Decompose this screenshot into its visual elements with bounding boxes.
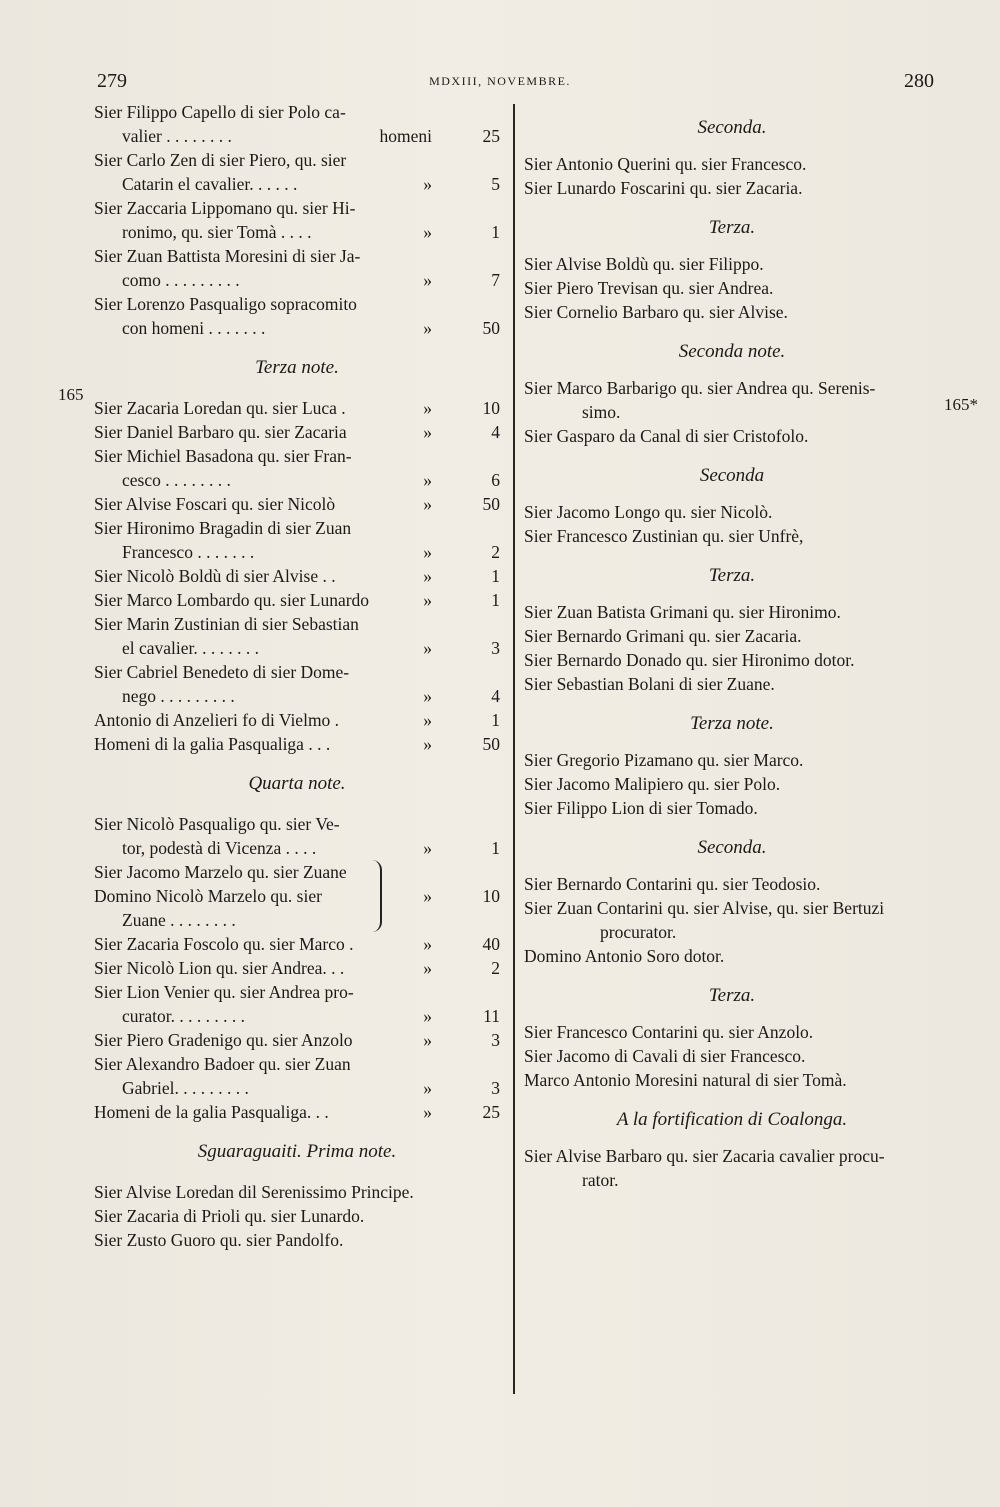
text-line: Sier Bernardo Contarini qu. sier Teodosio.	[524, 874, 821, 894]
section-heading: Terza.	[708, 565, 756, 586]
entry-value: 1	[491, 838, 500, 858]
entry-continuation: curator. . . . . . . . .	[122, 1006, 245, 1026]
left-page-number: 279	[97, 70, 127, 92]
entry-mark: »	[423, 542, 432, 562]
entries-group-c1	[80, 812, 500, 860]
entry-name: Sier Nicolò Lion qu. sier Andrea. . .	[94, 958, 345, 978]
entry-value: 50	[482, 494, 500, 514]
text-line: Sier Sebastian Bolani di sier Zuane.	[524, 674, 775, 694]
text-line: Sier Zuan Batista Grimani qu. sier Hironimo.	[524, 602, 841, 622]
text-line: Sier Gasparo da Canal di sier Cristofolo.	[524, 426, 809, 446]
text-line: Sier Jacomo di Cavali di sier Francesco.	[524, 1046, 806, 1066]
section-heading: A la fortification di Coalonga.	[616, 1109, 848, 1130]
entry-value: 2	[491, 958, 500, 978]
list-entry	[80, 932, 500, 956]
entry-name: Sier Zacaria Foscolo qu. sier Marco .	[94, 934, 354, 954]
right-section	[510, 564, 940, 696]
entry-value: 25	[482, 126, 500, 146]
right-page-number: 280	[904, 70, 934, 92]
list-entry	[80, 612, 500, 660]
entry-value: 10	[482, 398, 500, 418]
section-heading: Terza.	[708, 217, 756, 238]
list-entry	[80, 660, 500, 708]
entry-continuation: con homeni . . . . . . .	[122, 318, 266, 338]
list-entry	[80, 492, 500, 516]
entry-mark: »	[423, 958, 432, 978]
text-line: Sier Lunardo Foscarini qu. sier Zacaria.	[524, 178, 803, 198]
entry-mark: »	[423, 470, 432, 490]
entry-value: 11	[483, 1006, 500, 1026]
entry-mark: »	[423, 222, 432, 242]
text-line: rator.	[582, 1170, 619, 1190]
text-line: simo.	[582, 402, 621, 422]
entry-mark: »	[423, 638, 432, 658]
text-line: Sier Jacomo Longo qu. sier Nicolò.	[524, 502, 773, 522]
entry-continuation: cesco . . . . . . . .	[122, 470, 231, 490]
right-column	[510, 100, 940, 1192]
entry-mark: »	[423, 494, 432, 514]
section-heading: Terza.	[708, 985, 756, 1006]
text-line: Sier Gregorio Pizamano qu. sier Marco.	[524, 750, 804, 770]
text-line: Sier Bernardo Grimani qu. sier Zacaria.	[524, 626, 802, 646]
right-sections	[510, 116, 940, 1192]
section-heading: Terza note.	[690, 713, 774, 734]
list-entry	[80, 732, 500, 756]
entry-value: 3	[491, 1078, 500, 1098]
list-entry	[80, 420, 500, 444]
text-line: Sier Piero Trevisan qu. sier Andrea.	[524, 278, 774, 298]
brace-entry	[80, 860, 500, 932]
entry-name: Antonio di Anzelieri fo di Vielmo .	[94, 710, 340, 730]
entry-name: Sier Lion Venier qu. sier Andrea pro-	[94, 982, 354, 1002]
entry-name: Sier Michiel Basadona qu. sier Fran-	[94, 446, 352, 466]
entry-name: Sier Piero Gradenigo qu. sier Anzolo	[94, 1030, 353, 1050]
list-entry	[80, 244, 500, 292]
text-line: Sier Marco Barbarigo qu. sier Andrea qu. Serenis-	[524, 378, 876, 398]
section-heading: Seconda	[699, 465, 765, 486]
list-entry	[80, 396, 500, 420]
entry-value: 50	[482, 734, 500, 754]
entry-value: 50	[482, 318, 500, 338]
text-line: Sier Alvise Loredan dil Serenissimo Principe.	[94, 1182, 414, 1202]
text-line: procurator.	[600, 922, 677, 942]
entry-mark: »	[423, 1030, 432, 1050]
entry-name: Sier Zacaria Loredan qu. sier Luca .	[94, 398, 346, 418]
entries-group-c2	[80, 932, 500, 1124]
text-line: Sier Zusto Guoro qu. sier Pandolfo.	[94, 1230, 344, 1250]
entry-mark: »	[423, 838, 432, 858]
entry-value: 7	[491, 270, 500, 290]
text-line: Domino Antonio Soro dotor.	[524, 946, 725, 966]
entry-continuation: Gabriel. . . . . . . . .	[122, 1078, 249, 1098]
section-heading: Seconda.	[697, 837, 767, 858]
entry-continuation: el cavalier. . . . . . . .	[122, 638, 260, 658]
entry-mark: »	[423, 710, 432, 730]
section-heading: Seconda.	[697, 117, 767, 138]
list-entry	[80, 100, 500, 148]
entry-value: 3	[491, 1030, 500, 1050]
entry-name: Sier Alexandro Badoer qu. sier Zuan	[94, 1054, 351, 1074]
entry-continuation: como . . . . . . . . .	[122, 270, 240, 290]
right-section	[510, 836, 940, 968]
heading-quarta-note: Quarta note.	[248, 773, 346, 794]
entry-continuation: Catarin el cavalier. . . . . .	[122, 174, 298, 194]
entry-value: 25	[482, 1102, 500, 1122]
entry-value: 5	[491, 174, 500, 194]
entry-continuation: tor, podestà di Vicenza . . . .	[122, 838, 317, 858]
running-head: MDXIII, NOVEMBRE.	[429, 74, 571, 88]
list-entry	[80, 292, 500, 340]
entry-mark: »	[423, 398, 432, 418]
text-line: Marco Antonio Moresini natural di sier Tomà.	[524, 1070, 847, 1090]
entry-value: 2	[491, 542, 500, 562]
right-margin-marker: 165*	[944, 395, 978, 414]
entry-mark: »	[423, 318, 432, 338]
entry-name: Sier Lorenzo Pasqualigo sopracomito	[94, 294, 357, 314]
entry-name: Sier Filippo Capello di sier Polo ca-	[94, 102, 346, 122]
list-entry	[80, 1100, 500, 1124]
text-line: Sier Filippo Lion di sier Tomado.	[524, 798, 758, 818]
left-margin-marker: 165	[58, 385, 84, 404]
entry-continuation: nego . . . . . . . . .	[122, 686, 235, 706]
entry-name: Sier Nicolò Pasqualigo qu. sier Ve-	[94, 814, 340, 834]
entry-name: Sier Zuan Battista Moresini di sier Ja-	[94, 246, 361, 266]
entry-mark: »	[423, 934, 432, 954]
entry-name: Sier Zaccaria Lippomano qu. sier Hi-	[94, 198, 356, 218]
text-line: Sier Jacomo Malipiero qu. sier Polo.	[524, 774, 781, 794]
right-section	[510, 216, 940, 324]
list-entry	[80, 956, 500, 980]
entry-name: Sier Cabriel Benedeto di sier Dome-	[94, 662, 350, 682]
entry-mark: »	[423, 734, 432, 754]
entry-name: Sier Daniel Barbaro qu. sier Zacaria	[94, 422, 347, 442]
section-heading: Seconda note.	[678, 341, 786, 362]
text-line: Sier Alvise Boldù qu. sier Filippo.	[524, 254, 764, 274]
heading-sguaraguaiti: Sguaraguaiti. Prima note.	[197, 1141, 397, 1162]
list-entry	[80, 588, 500, 612]
entry-mark: »	[423, 422, 432, 442]
entry-value: 4	[491, 422, 500, 442]
list-entry	[80, 444, 500, 492]
entry-name: Sier Nicolò Boldù di sier Alvise . .	[94, 566, 336, 586]
entry-mark: »	[423, 686, 432, 706]
entry-name: Sier Marin Zustinian di sier Sebastian	[94, 614, 359, 634]
entry-value: 4	[491, 686, 500, 706]
brace-line: Sier Jacomo Marzelo qu. sier Zuane	[94, 862, 347, 882]
text-line: Sier Cornelio Barbaro qu. sier Alvise.	[524, 302, 788, 322]
entry-value: 1	[491, 590, 500, 610]
text-line: Sier Francesco Zustinian qu. sier Unfrè,	[524, 526, 804, 546]
list-entry	[80, 196, 500, 244]
brace-bracket	[370, 860, 382, 932]
entry-mark: »	[423, 270, 432, 290]
brace-line: Domino Nicolò Marzelo qu. sier	[94, 886, 322, 906]
list-entry	[80, 980, 500, 1028]
list-entry	[80, 148, 500, 196]
entry-name: Homeni de la galia Pasqualiga. . .	[94, 1102, 329, 1122]
list-entry	[80, 708, 500, 732]
entry-value: 6	[491, 470, 500, 490]
list-entry	[80, 516, 500, 564]
entry-mark: homeni	[379, 126, 432, 146]
entry-name: Sier Carlo Zen di sier Piero, qu. sier	[94, 150, 347, 170]
right-section	[510, 116, 940, 200]
entry-continuation: valier . . . . . . . .	[122, 126, 232, 146]
list-entry	[80, 1052, 500, 1100]
right-section	[510, 712, 940, 820]
right-section	[510, 464, 940, 548]
entry-name: Sier Alvise Foscari qu. sier Nicolò	[94, 494, 336, 514]
brace-mark: »	[423, 886, 432, 906]
list-entry	[80, 812, 500, 860]
entry-continuation: Francesco . . . . . . .	[122, 542, 255, 562]
text-line: Sier Zacaria di Prioli qu. sier Lunardo.	[94, 1206, 365, 1226]
entry-value: 1	[491, 222, 500, 242]
page-header	[0, 70, 1000, 100]
brace-line: Zuane . . . . . . . .	[122, 910, 236, 930]
entry-continuation: ronimo, qu. sier Tomà . . . .	[122, 222, 312, 242]
text-line: Sier Antonio Querini qu. sier Francesco.	[524, 154, 807, 174]
lines-group-d	[80, 1180, 500, 1252]
entry-name: Sier Hironimo Bragadin di sier Zuan	[94, 518, 352, 538]
text-line: Sier Bernardo Donado qu. sier Hironimo dotor.	[524, 650, 855, 670]
list-entry	[80, 1028, 500, 1052]
entry-name: Homeni di la galia Pasqualiga . . .	[94, 734, 331, 754]
entry-mark: »	[423, 590, 432, 610]
entry-value: 1	[491, 710, 500, 730]
right-section	[510, 984, 940, 1092]
brace-value: 10	[482, 886, 500, 906]
text-line: Sier Alvise Barbaro qu. sier Zacaria cavalier procu-	[524, 1146, 885, 1166]
entry-mark: »	[423, 174, 432, 194]
entry-name: Sier Marco Lombardo qu. sier Lunardo	[94, 590, 370, 610]
entry-mark: »	[423, 566, 432, 586]
list-entry	[80, 564, 500, 588]
left-column	[80, 100, 500, 1252]
right-section	[510, 1108, 940, 1192]
entry-mark: »	[423, 1102, 432, 1122]
entries-group-b	[80, 396, 500, 756]
text-line: Sier Zuan Contarini qu. sier Alvise, qu. sier Bertuzi	[524, 898, 885, 918]
right-section	[510, 340, 940, 448]
entries-group-a	[80, 100, 500, 340]
entry-value: 3	[491, 638, 500, 658]
entry-mark: »	[423, 1006, 432, 1026]
entry-value: 1	[491, 566, 500, 586]
text-line: Sier Francesco Contarini qu. sier Anzolo.	[524, 1022, 814, 1042]
heading-terza-note: Terza note.	[255, 357, 339, 378]
entry-mark: »	[423, 1078, 432, 1098]
entry-value: 40	[482, 934, 500, 954]
